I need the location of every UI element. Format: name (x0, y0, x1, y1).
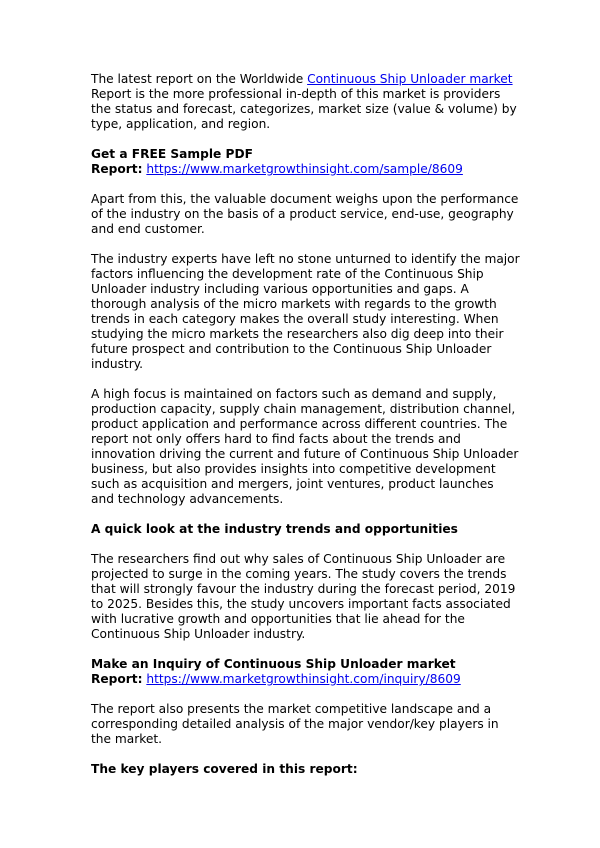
key-players-heading: The key players covered in this report: (91, 762, 358, 776)
trends-paragraph: The researchers find out why sales of Continuous Ship Unloader are projected to surge in the coming years. The study covers the trends that will strongly favour the industry during the forecast period, 2019 to 2025. Besides this, the study uncovers important facts associated with lucrative growth and opportunities that lie ahead for the Continuous Ship Unloader industry. (91, 552, 516, 641)
intro-text-after: Report is the more professional in-depth of this market is providers the status and forecast, categorizes, market size (value & volume) by type, application, and region. (91, 87, 517, 131)
trends-heading: A quick look at the industry trends and opportunities (91, 522, 458, 536)
sample-title: Get a FREE Sample PDF (91, 147, 253, 161)
paragraph-industry-experts: The industry experts have left no stone unturned to identify the major factors influencing the development rate of the Continuous Ship Unloader industry including various opportunities and gaps. A thorough analysis of the micro markets with regards to the growth trends in each category makes the overall study interesting. When studying the micro markets the researchers also dig deep into their future prospect and contribution to the Continuous Ship Unloader industry. (91, 252, 520, 371)
inquiry-link[interactable]: https://www.marketgrowthinsight.com/inquiry/8609 (146, 672, 461, 686)
inquiry-section (91, 657, 520, 687)
sample-link[interactable]: https://www.marketgrowthinsight.com/sample/8609 (146, 162, 463, 176)
inquiry-report-label: Report: (91, 672, 143, 686)
inquiry-title: Make an Inquiry of Continuous Ship Unloader market (91, 657, 456, 671)
competitive-paragraph: The report also presents the market competitive landscape and a corresponding detailed analysis of the major vendor/key players in the market. (91, 702, 499, 746)
paragraph-high-focus: A high focus is maintained on factors such as demand and supply, production capacity, supply chain management, distribution channel, product application and performance across different countries. The report not only offers hard to find facts about the trends and innovation driving the current and future of Continuous Ship Unloader business, but also provides insights into competitive development such as acquisition and mergers, joint ventures, product launches and technology advancements. (91, 387, 519, 506)
intro-text-before: The latest report on the Worldwide (91, 72, 308, 86)
paragraph-performance: Apart from this, the valuable document weighs upon the performance of the industry on the basis of a product service, end-use, geography and end customer. (91, 192, 519, 236)
sample-section (91, 147, 520, 177)
intro-paragraph (91, 72, 520, 132)
market-report-link[interactable]: Continuous Ship Unloader market (307, 72, 513, 86)
sample-report-label: Report: (91, 162, 143, 176)
